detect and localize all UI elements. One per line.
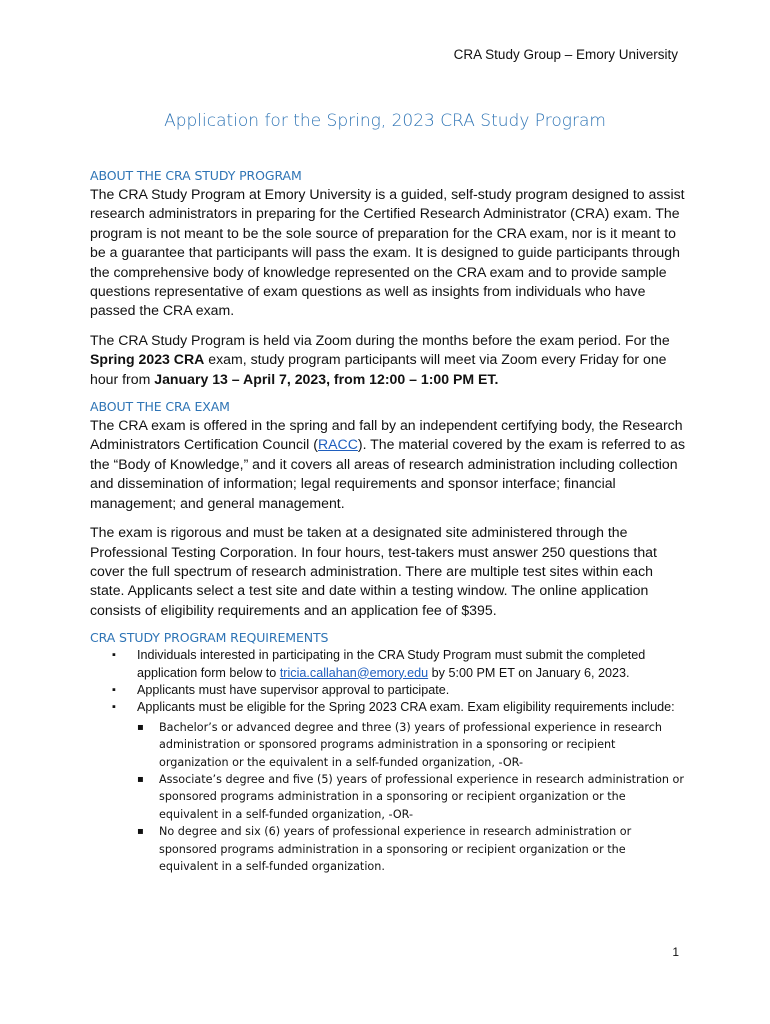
requirement-3-text: Applicants must be eligible for the Spring 2023 CRA exam. Exam eligibility requirements include:	[137, 700, 675, 715]
list-item	[90, 699, 686, 875]
about-exam-heading: ABOUT THE CRA EXAM	[90, 399, 230, 415]
about-program-paragraph-1: The CRA Study Program at Emory University is a guided, self-study program designed to assist research administrators in preparing for the Certified Research Administrator (CRA) exam. The program is not meant to be the sole source of preparation for the CRA exam, nor is it meant to be a guarantee that participants will pass the exam. It is designed to guide participants through the comprehensive body of knowledge represented on the CRA exam and to provide sample questions representative of exam questions as well as insights from individuals who have passed the CRA exam.	[90, 186, 685, 319]
eligibility-list	[137, 719, 686, 876]
about-program-heading: ABOUT THE CRA STUDY PROGRAM	[90, 168, 302, 183]
requirement-1-text-a: Individuals interested in participating in the CRA Study Program must submit the completed application form below to	[137, 648, 646, 680]
list-item: ▪ No degree and six (6) years of professional experience in research administration or sponsored programs administration in a sponsoring or recipient organization or the equivalent in a self-funded organization.	[137, 823, 686, 875]
list-item: ▪ Associate’s degree and five (5) years of professional experience in research administration or sponsored programs administration in a sponsoring or recipient organization or the equivalent in a self-funded organization, -OR-	[137, 771, 686, 823]
page-number: 1	[672, 945, 679, 959]
requirements-heading: CRA STUDY PROGRAM REQUIREMENTS	[90, 630, 329, 646]
requirements-list	[90, 647, 686, 875]
list-item: ▪ Bachelor’s or advanced degree and three (3) years of professional experience in research administration or sponsored programs administration in a sponsoring or recipient organization or the equivalent in a self-funded organization, -OR-	[137, 719, 686, 771]
about-exam-paragraph-1	[90, 416, 686, 513]
about-program-p2-text-a: The CRA Study Program is held via Zoom during the months before the exam period. For the	[90, 331, 670, 348]
running-header: CRA Study Group – Emory University	[453, 47, 678, 62]
email-link[interactable]: tricia.callahan@emory.edu	[279, 665, 429, 680]
program-dates-bold: January 13 – April 7, 2023, from 12:00 – 1:00 PM ET.	[154, 370, 499, 387]
page-title: Application for the Spring, 2023 CRA Study Program	[164, 111, 606, 131]
racc-link[interactable]: RACC	[317, 436, 358, 453]
about-program-paragraph-2	[90, 331, 686, 389]
list-item	[90, 647, 686, 682]
document-body	[90, 168, 686, 875]
about-exam-paragraph-2: The exam is rigorous and must be taken at a designated site administered through the Professional Testing Corporation. In four hours, test-takers must answer 250 questions that cover the full spectrum of research administration. There are multiple test sites within each state. Applicants select a test site and date within a testing window. The online application consists of eligibility requirements and an application fee of $395.	[90, 524, 657, 618]
requirement-1-text-b: by 5:00 PM ET on January 6, 2023.	[428, 665, 630, 680]
about-program-p2-text-b: exam, study program participants will meet via Zoom every Friday for one hour from	[90, 351, 667, 387]
about-exam-p1-text-a: The CRA exam is offered in the spring and fall by an independent certifying body, the Research Administrators Certification Council (	[90, 417, 683, 453]
about-exam-p1-text-b: ). The material covered by the exam is referred to as the “Body of Knowledge,” and it covers all areas of research administration including collection and dissemination of information; legal requirements and sponsor interface; financial management; and general management.	[90, 436, 686, 511]
list-item: ▪ Applicants must have supervisor approval to participate.	[90, 682, 686, 699]
program-term-bold: Spring 2023 CRA	[90, 351, 205, 368]
